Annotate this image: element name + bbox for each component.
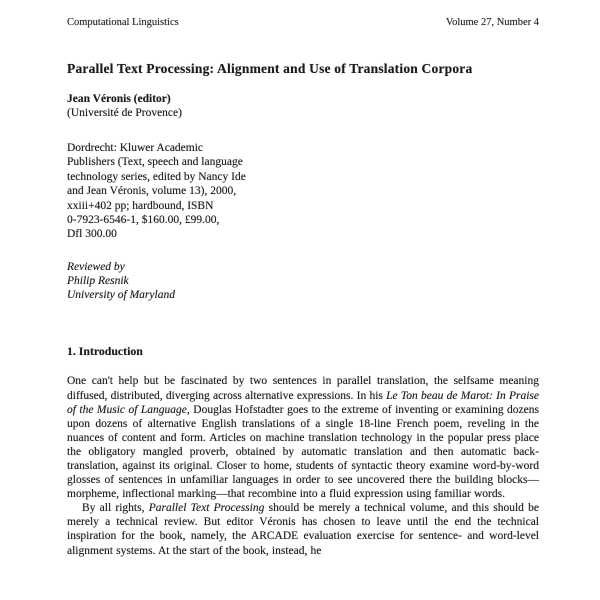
publication-line: Dordrecht: Kluwer Academic xyxy=(67,142,204,154)
publication-line: technology series, edited by Nancy Ide xyxy=(67,170,246,183)
paragraph-2-text: By all rights, xyxy=(82,502,149,515)
publication-line: Publishers (Text, speech and language xyxy=(67,156,243,169)
reviewer-affiliation: University of Maryland xyxy=(67,289,175,302)
cited-book-title: Le Ton beau de Marot: In Praise of the Music of Language xyxy=(67,389,540,416)
reviewed-book-title: Parallel Text Processing xyxy=(148,502,265,515)
publication-line: Dfl 300.00 xyxy=(67,228,117,241)
paragraph-2-text: should be merely a technical volume, and this should be merely a technical review. But editor Véronis has chosen to leave until the end the technical inspiration for the book, namely, the ARCADE evaluation exercise for sentence- and word-level alignment systems. At the start of the book, instead, he xyxy=(67,502,539,557)
publication-line: and Jean Véronis, volume 13), 2000, xyxy=(67,185,237,198)
publication-line: xxiii+402 pp; hardbound, ISBN xyxy=(67,199,214,212)
section-heading: 1. Introduction xyxy=(67,344,143,359)
journal-name: Computational Linguistics xyxy=(67,17,179,28)
paragraph-1-text: , Douglas Hofstadter goes to the extreme of inventing or examining dozens upon dozens of alternative English translations of a single 18-line French poem, reveling in the nuances of content and form. Articles on machine translation technology in the popular press place the obligatory mangled proverb, obtained by automatic translation and then automatic back-translation, against its original. Closer to home, students of syntactic theory examine word-by-word glosses of sentences in unfamiliar languages in order to see uncovered there the building blocks—morpheme, inflectional marking—that recombine into a fluid expression using familiar words. xyxy=(67,403,539,501)
paragraph-2 xyxy=(67,501,539,557)
editor-name: Jean Véronis (editor) xyxy=(67,93,171,105)
paragraph-1 xyxy=(67,374,539,501)
running-header xyxy=(67,17,539,28)
reviewed-by-label: Reviewed by xyxy=(67,260,125,273)
publication-line: 0-7923-6546-1, $160.00, £99.00, xyxy=(67,214,220,227)
volume-number: Volume 27, Number 4 xyxy=(445,17,539,28)
book-title: Parallel Text Processing: Alignment and Use of Translation Corpora xyxy=(67,61,473,76)
paragraph-1-text: One can't help but be fascinated by two sentences in parallel translation, the selfsame meaning diffused, distributed, diverging across alternative expressions. In his xyxy=(67,375,539,402)
reviewer-block xyxy=(67,260,539,303)
publication-details xyxy=(67,141,539,242)
reviewer-name: Philip Resnik xyxy=(67,275,129,288)
editor-affiliation: (Université de Provence) xyxy=(67,107,182,119)
author-block xyxy=(67,92,539,120)
